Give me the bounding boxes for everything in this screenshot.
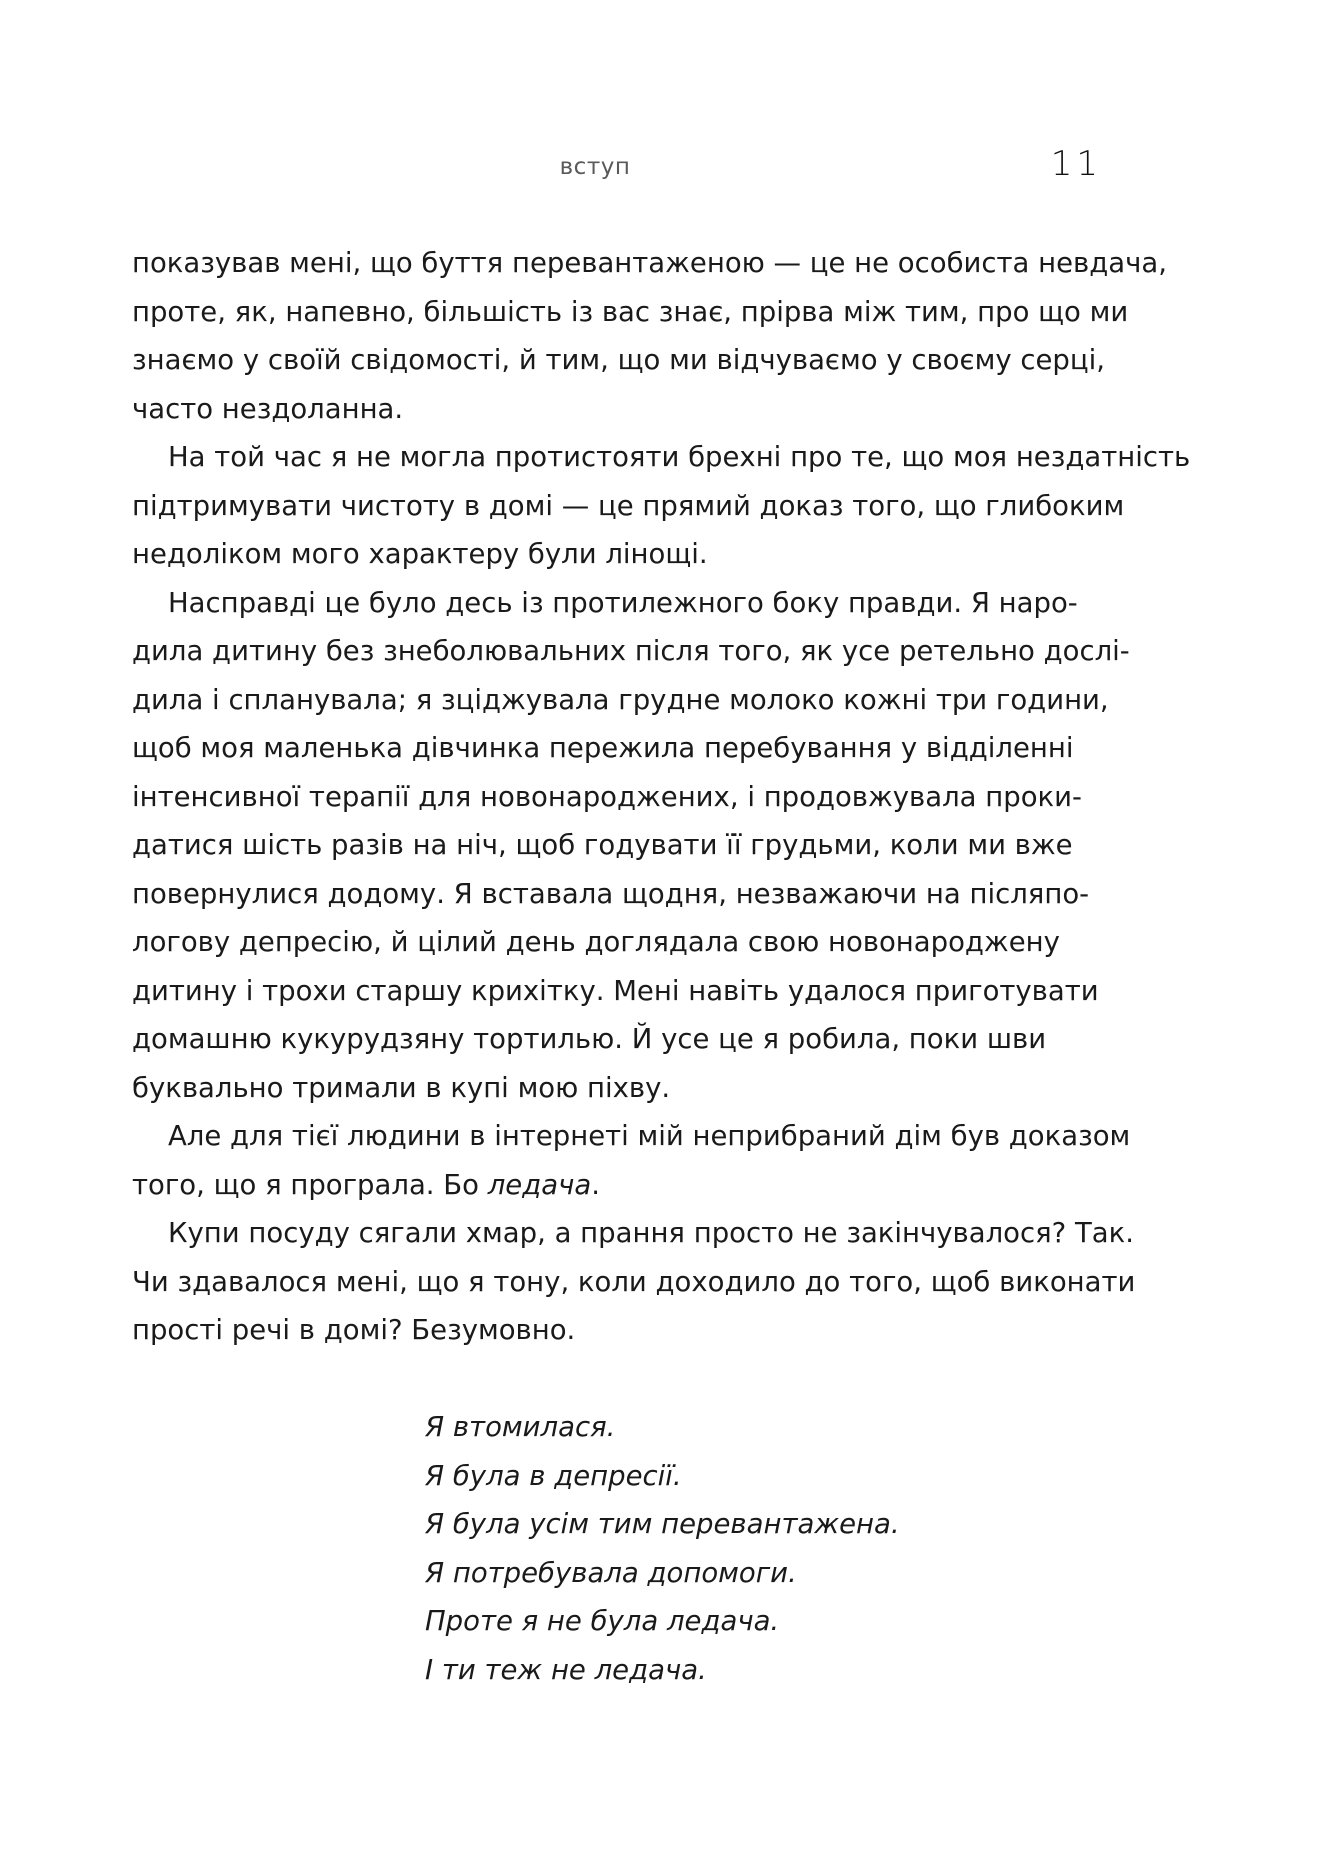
paragraph-first-line: Але для тієї людини в інтернеті мій неприбраний дім був доказом xyxy=(168,1120,1131,1152)
text-line: дила і спланувала; я зціджувала грудне молоко кожні три години, xyxy=(132,683,1109,716)
emphasis-word: ледача xyxy=(487,1168,592,1201)
text-line: щоб моя маленька дівчинка пережила перебування у відділенні xyxy=(132,732,1074,764)
text-line: підтримувати чистоту в домі — це прямий доказ того, що глибоким xyxy=(132,489,1125,522)
paragraph-first-line: Насправді це було десь із протилежного боку правди. Я наро- xyxy=(168,586,1078,619)
verse-line: Проте я не була ледача. xyxy=(425,1605,780,1637)
verse-line: Я потребувала допомоги. xyxy=(425,1556,797,1589)
text-line: буквально тримали в купі мою піхву. xyxy=(132,1071,671,1104)
text-line: знаємо у своїй свідомості, й тим, що ми відчуваємо у своєму серці, xyxy=(132,344,1105,376)
text-line: того, що я програла. Бо ледача. xyxy=(132,1168,600,1201)
verse-line: І ти теж не ледача. xyxy=(425,1653,707,1686)
text-line: інтенсивної терапії для новонароджених, і продовжувала проки- xyxy=(132,780,1082,813)
text-line: недоліком мого характеру були лінощі. xyxy=(132,538,708,570)
text-line: Чи здавалося мені, що я тону, коли доходило до того, щоб виконати xyxy=(132,1265,1136,1298)
text-line: повернулися додому. Я вставала щодня, незважаючи на післяпо- xyxy=(132,877,1090,910)
text-line: домашню кукурудзяну тортилью. Й усе це я робила, поки шви xyxy=(132,1023,1047,1055)
verse-line: Я була усім тим перевантажена. xyxy=(425,1508,900,1540)
text-line: показував мені, що буття перевантаженою — це не особиста невдача, xyxy=(132,247,1167,279)
verse-line: Я втомилася. xyxy=(425,1411,616,1443)
text-line: часто нездоланна. xyxy=(132,392,404,425)
paragraph-first-line: На той час я не могла протистояти брехні про те, що моя нездатність xyxy=(168,441,1191,473)
text-line: дила дитину без знеболювальних після того, як усе ретельно дослі- xyxy=(132,635,1130,667)
italic-verse-block xyxy=(425,1403,900,1694)
page-number: 11 xyxy=(1050,144,1102,184)
paragraph-first-line: Купи посуду сягали хмар, а прання просто не закінчувалося? Так. xyxy=(168,1217,1135,1249)
text-line: дитину і трохи старшу крихітку. Мені навіть удалося приготувати xyxy=(132,974,1099,1007)
verse-line: Я була в депресії. xyxy=(425,1459,682,1492)
body-text xyxy=(132,239,1191,1355)
text-line: датися шість разів на ніч, щоб годувати її грудьми, коли ми вже xyxy=(132,829,1073,861)
running-title: вступ xyxy=(559,154,631,180)
text-line: проте, як, напевно, більшість із вас знає, прірва між тим, про що ми xyxy=(132,295,1129,328)
text-line: прості речі в домі? Безумовно. xyxy=(132,1314,576,1346)
text-line: логову депресію, й цілий день доглядала свою новонароджену xyxy=(132,926,1060,958)
